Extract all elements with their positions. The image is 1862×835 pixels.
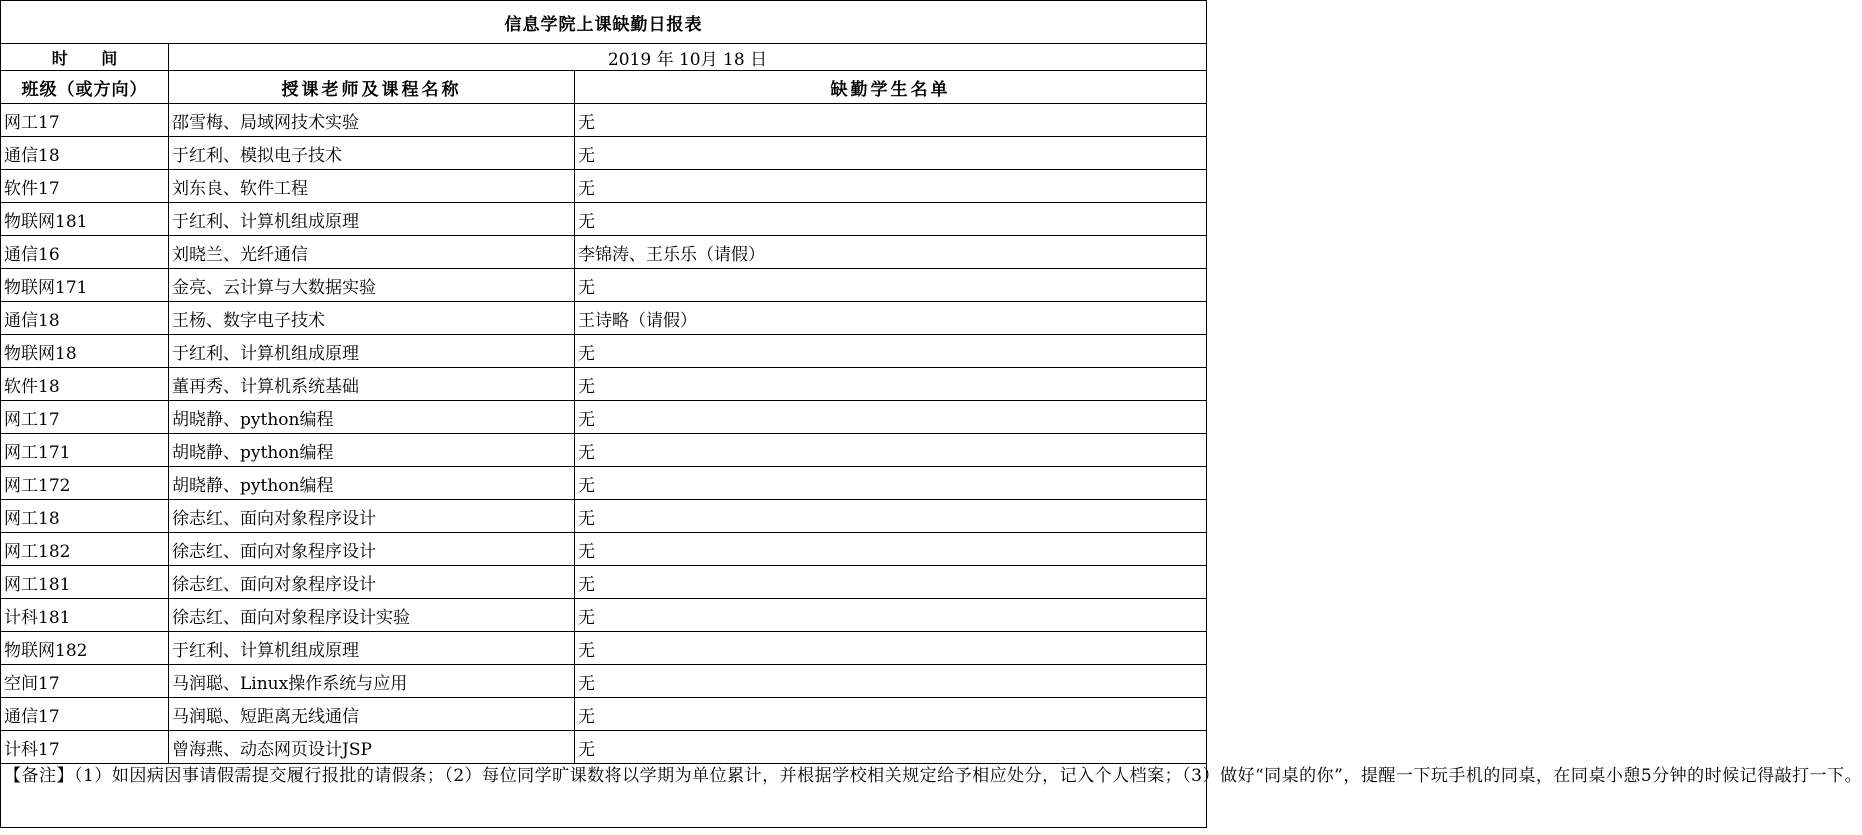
cell-absent: 无 — [575, 335, 1207, 368]
cell-absent: 无 — [575, 533, 1207, 566]
cell-absent: 无 — [575, 698, 1207, 731]
table-row — [1, 731, 1207, 764]
cell-class: 网工18 — [1, 500, 169, 533]
cell-absent: 无 — [575, 401, 1207, 434]
cell-absent: 无 — [575, 632, 1207, 665]
table-row — [1, 698, 1207, 731]
cell-absent: 无 — [575, 170, 1207, 203]
cell-absent: 无 — [575, 731, 1207, 764]
cell-class: 网工171 — [1, 434, 169, 467]
table-row — [1, 665, 1207, 698]
table-row — [1, 269, 1207, 302]
table-row — [1, 335, 1207, 368]
cell-class: 通信18 — [1, 302, 169, 335]
note-text: 【备注】（1）如因病因事请假需提交履行报批的请假条；（2）每位同学旷课数将以学期为单位累计，并根据学校相关规定给予相应处分，记入个人档案；（3）做好“同桌的你”，提醒一下玩手机的同桌，在同桌小憩5分钟的时候记得敲打一下。 — [1, 764, 1207, 828]
cell-teacher-course: 董再秀、计算机系统基础 — [169, 368, 575, 401]
cell-class: 网工17 — [1, 104, 169, 137]
header-class: 班级（或方向） — [1, 71, 169, 104]
cell-teacher-course: 胡晓静、python编程 — [169, 401, 575, 434]
cell-teacher-course: 邵雪梅、局域网技术实验 — [169, 104, 575, 137]
cell-teacher-course: 马润聪、短距离无线通信 — [169, 698, 575, 731]
cell-absent: 无 — [575, 368, 1207, 401]
cell-absent: 无 — [575, 203, 1207, 236]
cell-teacher-course: 徐志红、面向对象程序设计 — [169, 533, 575, 566]
cell-teacher-course: 徐志红、面向对象程序设计 — [169, 500, 575, 533]
table-row — [1, 302, 1207, 335]
table-row — [1, 533, 1207, 566]
report-title: 信息学院上课缺勤日报表 — [1, 1, 1207, 44]
cell-absent: 无 — [575, 104, 1207, 137]
cell-teacher-course: 于红利、计算机组成原理 — [169, 335, 575, 368]
cell-teacher-course: 马润聪、Linux操作系统与应用 — [169, 665, 575, 698]
table-row — [1, 599, 1207, 632]
table-row — [1, 368, 1207, 401]
cell-teacher-course: 徐志红、面向对象程序设计实验 — [169, 599, 575, 632]
cell-class: 软件18 — [1, 368, 169, 401]
table-row — [1, 566, 1207, 599]
table-row — [1, 500, 1207, 533]
header-absent: 缺勤学生名单 — [575, 71, 1207, 104]
cell-absent: 无 — [575, 599, 1207, 632]
cell-absent: 无 — [575, 269, 1207, 302]
table-row — [1, 401, 1207, 434]
cell-absent: 李锦涛、王乐乐（请假） — [575, 236, 1207, 269]
table-row — [1, 104, 1207, 137]
cell-teacher-course: 于红利、计算机组成原理 — [169, 632, 575, 665]
cell-class: 物联网18 — [1, 335, 169, 368]
cell-teacher-course: 曾海燕、动态网页设计JSP — [169, 731, 575, 764]
cell-class: 空间17 — [1, 665, 169, 698]
cell-teacher-course: 金亮、云计算与大数据实验 — [169, 269, 575, 302]
cell-absent: 无 — [575, 665, 1207, 698]
table-row — [1, 632, 1207, 665]
report-date: 2019 年 10月 18 日 — [169, 44, 1207, 71]
table-row — [1, 203, 1207, 236]
column-header-row — [1, 71, 1207, 104]
date-row — [1, 44, 1207, 71]
cell-teacher-course: 胡晓静、python编程 — [169, 467, 575, 500]
cell-class: 物联网182 — [1, 632, 169, 665]
cell-absent: 无 — [575, 137, 1207, 170]
cell-absent: 无 — [575, 434, 1207, 467]
cell-absent: 无 — [575, 467, 1207, 500]
cell-class: 计科181 — [1, 599, 169, 632]
note-row — [1, 764, 1207, 828]
cell-class: 物联网181 — [1, 203, 169, 236]
cell-class: 计科17 — [1, 731, 169, 764]
table-row — [1, 137, 1207, 170]
cell-class: 网工182 — [1, 533, 169, 566]
cell-teacher-course: 徐志红、面向对象程序设计 — [169, 566, 575, 599]
cell-absent: 无 — [575, 500, 1207, 533]
time-label: 时 间 — [1, 44, 169, 71]
cell-teacher-course: 刘晓兰、光纤通信 — [169, 236, 575, 269]
header-teacher-course: 授课老师及课程名称 — [169, 71, 575, 104]
cell-class: 通信16 — [1, 236, 169, 269]
cell-class: 通信17 — [1, 698, 169, 731]
cell-teacher-course: 于红利、模拟电子技术 — [169, 137, 575, 170]
cell-teacher-course: 王杨、数字电子技术 — [169, 302, 575, 335]
cell-class: 软件17 — [1, 170, 169, 203]
cell-class: 网工17 — [1, 401, 169, 434]
table-row — [1, 170, 1207, 203]
title-row — [1, 1, 1207, 44]
cell-absent: 无 — [575, 566, 1207, 599]
cell-class: 网工181 — [1, 566, 169, 599]
cell-teacher-course: 于红利、计算机组成原理 — [169, 203, 575, 236]
cell-absent: 王诗略（请假） — [575, 302, 1207, 335]
table-row — [1, 236, 1207, 269]
cell-class: 物联网171 — [1, 269, 169, 302]
cell-teacher-course: 刘东良、软件工程 — [169, 170, 575, 203]
table-row — [1, 467, 1207, 500]
cell-class: 网工172 — [1, 467, 169, 500]
cell-teacher-course: 胡晓静、python编程 — [169, 434, 575, 467]
cell-class: 通信18 — [1, 137, 169, 170]
table-row — [1, 434, 1207, 467]
